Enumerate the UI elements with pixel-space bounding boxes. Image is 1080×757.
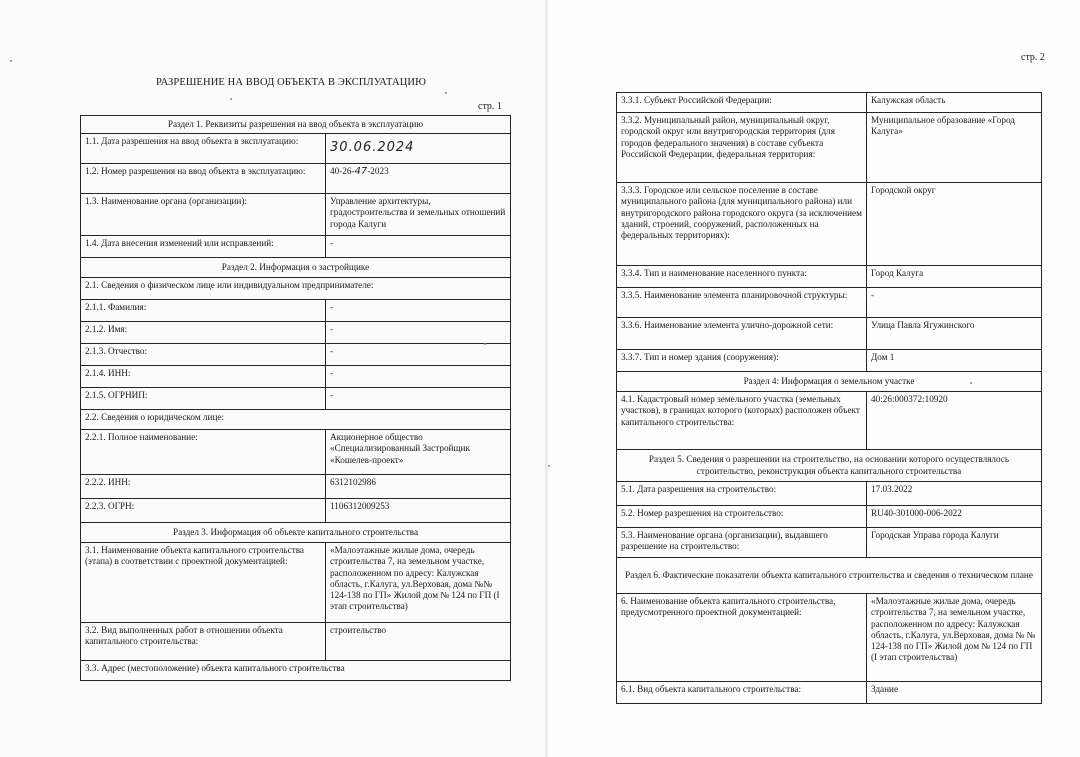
section-5-header: Раздел 5. Сведения о разрешении на строительство, на основании которого осуществлялось строительство, реконструкция объекта капитального строительства bbox=[617, 450, 1042, 482]
construction-permit-date-label: 5.1. Дата разрешения на строительство: bbox=[617, 482, 867, 506]
individual-inn-value: - bbox=[326, 366, 511, 388]
section-1-header: Раздел 1. Реквизиты разрешения на ввод объекта в эксплуатацию bbox=[81, 116, 511, 134]
first-name-label: 2.1.2. Имя: bbox=[81, 322, 326, 344]
construction-permit-authority-label: 5.3. Наименование органа (организации), выдавшего разрешение на строительство: bbox=[617, 528, 867, 558]
scan-speck bbox=[970, 382, 972, 384]
construction-permit-authority-value: Городская Управа города Калуги bbox=[867, 528, 1042, 558]
planning-element-label: 3.3.5. Наименование элемента планировочной структуры: bbox=[617, 288, 867, 318]
company-inn-value: 6312102986 bbox=[326, 475, 511, 499]
cadastral-number-value: 40:26:000372:10920 bbox=[867, 392, 1042, 450]
section-4-header: Раздел 4: Информация о земельном участке bbox=[617, 372, 1042, 392]
issuing-authority-value: Управление архитектуры, градостроительства и земельных отношений города Калуги bbox=[326, 194, 511, 236]
permit-table-page-2 bbox=[616, 92, 1042, 704]
planning-element-value: - bbox=[867, 288, 1042, 318]
construction-permit-date-value: 17.03.2022 bbox=[867, 482, 1042, 506]
municipal-district-label: 3.3.2. Муниципальный район, муниципальный округ, городской округ или внутригородская территория (для городов федерального значения) в составе субъекта Российской Федерации, федеральная территория: bbox=[617, 113, 867, 183]
cadastral-number-label: 4.1. Кадастровый номер земельного участка (земельных участков), в границах которого (которых) расположен объект капитального строительства: bbox=[617, 392, 867, 450]
permit-date-value bbox=[326, 134, 511, 164]
amendment-date-label: 1.4. Дата внесения изменений или исправлений: bbox=[81, 236, 326, 258]
section-6-header: Раздел 6. Фактические показатели объекта капитального строительства и сведения о техническом плане bbox=[617, 558, 1042, 594]
municipal-district-value: Муниципальное образование «Город Калуга» bbox=[867, 113, 1042, 183]
patronymic-label: 2.1.3. Отчество: bbox=[81, 344, 326, 366]
permit-number-prefix: 40-26- bbox=[330, 166, 355, 176]
page-number-2: стр. 2 bbox=[1021, 52, 1045, 63]
settlement-label: 3.3.3. Городское или сельское поселение в составе муниципального района (для муниципального района) или внутригородского района городского округа (за исключением зданий, строений, сооружений, расположенных на федеральных территориях): bbox=[617, 183, 867, 266]
federal-subject-label: 3.3.1. Субъект Российской Федерации: bbox=[617, 93, 867, 113]
project-object-name-value: «Малоэтажные жилые дома, очередь строительства 7, на земельном участке, расположенном по адресу: Калужская область, г.Калуга, ул.Верховая, дома № № 124-138 по ГП» Жилой дом № 124 по ГП (I этап строительства) bbox=[867, 594, 1042, 682]
settlement-value: Городской округ bbox=[867, 183, 1042, 266]
surname-label: 2.1.1. Фамилия: bbox=[81, 300, 326, 322]
construction-permit-number-label: 5.2. Номер разрешения на строительство: bbox=[617, 506, 867, 528]
work-type-label: 3.2. Вид выполненных работ в отношении объекта капитального строительства: bbox=[81, 623, 326, 661]
object-kind-value: Здание bbox=[867, 682, 1042, 704]
amendment-date-value: - bbox=[326, 236, 511, 258]
construction-permit-number-value: RU40-301000-006-2022 bbox=[867, 506, 1042, 528]
individual-info-heading: 2.1. Сведения о физическом лице или индивидуальном предпринимателе: bbox=[81, 278, 511, 300]
work-type-value: строительство bbox=[326, 623, 511, 661]
permit-number-value bbox=[326, 164, 511, 194]
street-value: Улица Павла Ягужинского bbox=[867, 318, 1042, 350]
legal-entity-heading: 2.2. Сведения о юридическом лице: bbox=[81, 410, 511, 430]
street-label: 3.3.6. Наименование элемента улично-дорожной сети: bbox=[617, 318, 867, 350]
scan-speck bbox=[230, 98, 232, 100]
object-kind-label: 6.1. Вид объекта капитального строительства: bbox=[617, 682, 867, 704]
ogrnip-value: - bbox=[326, 388, 511, 410]
federal-subject-value: Калужская область bbox=[867, 93, 1042, 113]
building-number-value: Дом 1 bbox=[867, 350, 1042, 372]
building-number-label: 3.3.7. Тип и номер здания (сооружения): bbox=[617, 350, 867, 372]
page-number-1: стр. 1 bbox=[478, 101, 502, 112]
first-name-value: - bbox=[326, 322, 511, 344]
company-name-label: 2.2.1. Полное наименование: bbox=[81, 430, 326, 475]
document-title: РАЗРЕШЕНИЕ НА ВВОД ОБЪЕКТА В ЭКСПЛУАТАЦИЮ bbox=[156, 77, 426, 88]
permit-number-suffix: -2023 bbox=[367, 166, 389, 176]
permit-date-handwritten: 30.06.2024 bbox=[330, 140, 415, 156]
company-ogrn-value: 1106312009253 bbox=[326, 499, 511, 523]
company-name-value: Акционерное общество «Специализированный Застройщик «Кошелев-проект» bbox=[326, 430, 511, 475]
scan-speck bbox=[484, 343, 486, 345]
company-inn-label: 2.2.2. ИНН: bbox=[81, 475, 326, 499]
section-2-header: Раздел 2. Информация о застройщике bbox=[81, 258, 511, 278]
project-object-name-label: 6. Наименование объекта капитального строительства, предусмотренного проектной документацией: bbox=[617, 594, 867, 682]
ogrnip-label: 2.1.5. ОГРНИП: bbox=[81, 388, 326, 410]
permit-number-handwritten: 47 bbox=[354, 166, 368, 177]
patronymic-value: - bbox=[326, 344, 511, 366]
object-name-value: «Малоэтажные жилые дома, очередь строительства 7, на земельном участке, расположенном по адресу: Калужская область, г.Калуга, ул.Верховая, дома №№ 124-138 по ГП» Жилой дом № 124 по ГП (I этап строительства) bbox=[326, 543, 511, 623]
scan-speck bbox=[445, 92, 447, 94]
section-3-header: Раздел 3. Информация об объекте капитального строительства bbox=[81, 523, 511, 543]
object-address-heading: 3.3. Адрес (местоположение) объекта капитального строительства bbox=[81, 661, 511, 681]
scan-speck bbox=[10, 60, 12, 62]
locality-label: 3.3.4. Тип и наименование населенного пункта: bbox=[617, 266, 867, 288]
scan-speck bbox=[548, 465, 550, 467]
permit-number-label: 1.2. Номер разрешения на ввод объекта в эксплуатацию: bbox=[81, 164, 326, 194]
permit-date-label: 1.1. Дата разрешения на ввод объекта в эксплуатацию: bbox=[81, 134, 326, 164]
company-ogrn-label: 2.2.3. ОГРН: bbox=[81, 499, 326, 523]
permit-table-page-1 bbox=[80, 115, 511, 681]
object-name-label: 3.1. Наименование объекта капитального строительства (этапа) в соответствии с проектной документацией: bbox=[81, 543, 326, 623]
individual-inn-label: 2.1.4. ИНН: bbox=[81, 366, 326, 388]
issuing-authority-label: 1.3. Наименование органа (организации): bbox=[81, 194, 326, 236]
locality-value: Город Калуга bbox=[867, 266, 1042, 288]
surname-value: - bbox=[326, 300, 511, 322]
